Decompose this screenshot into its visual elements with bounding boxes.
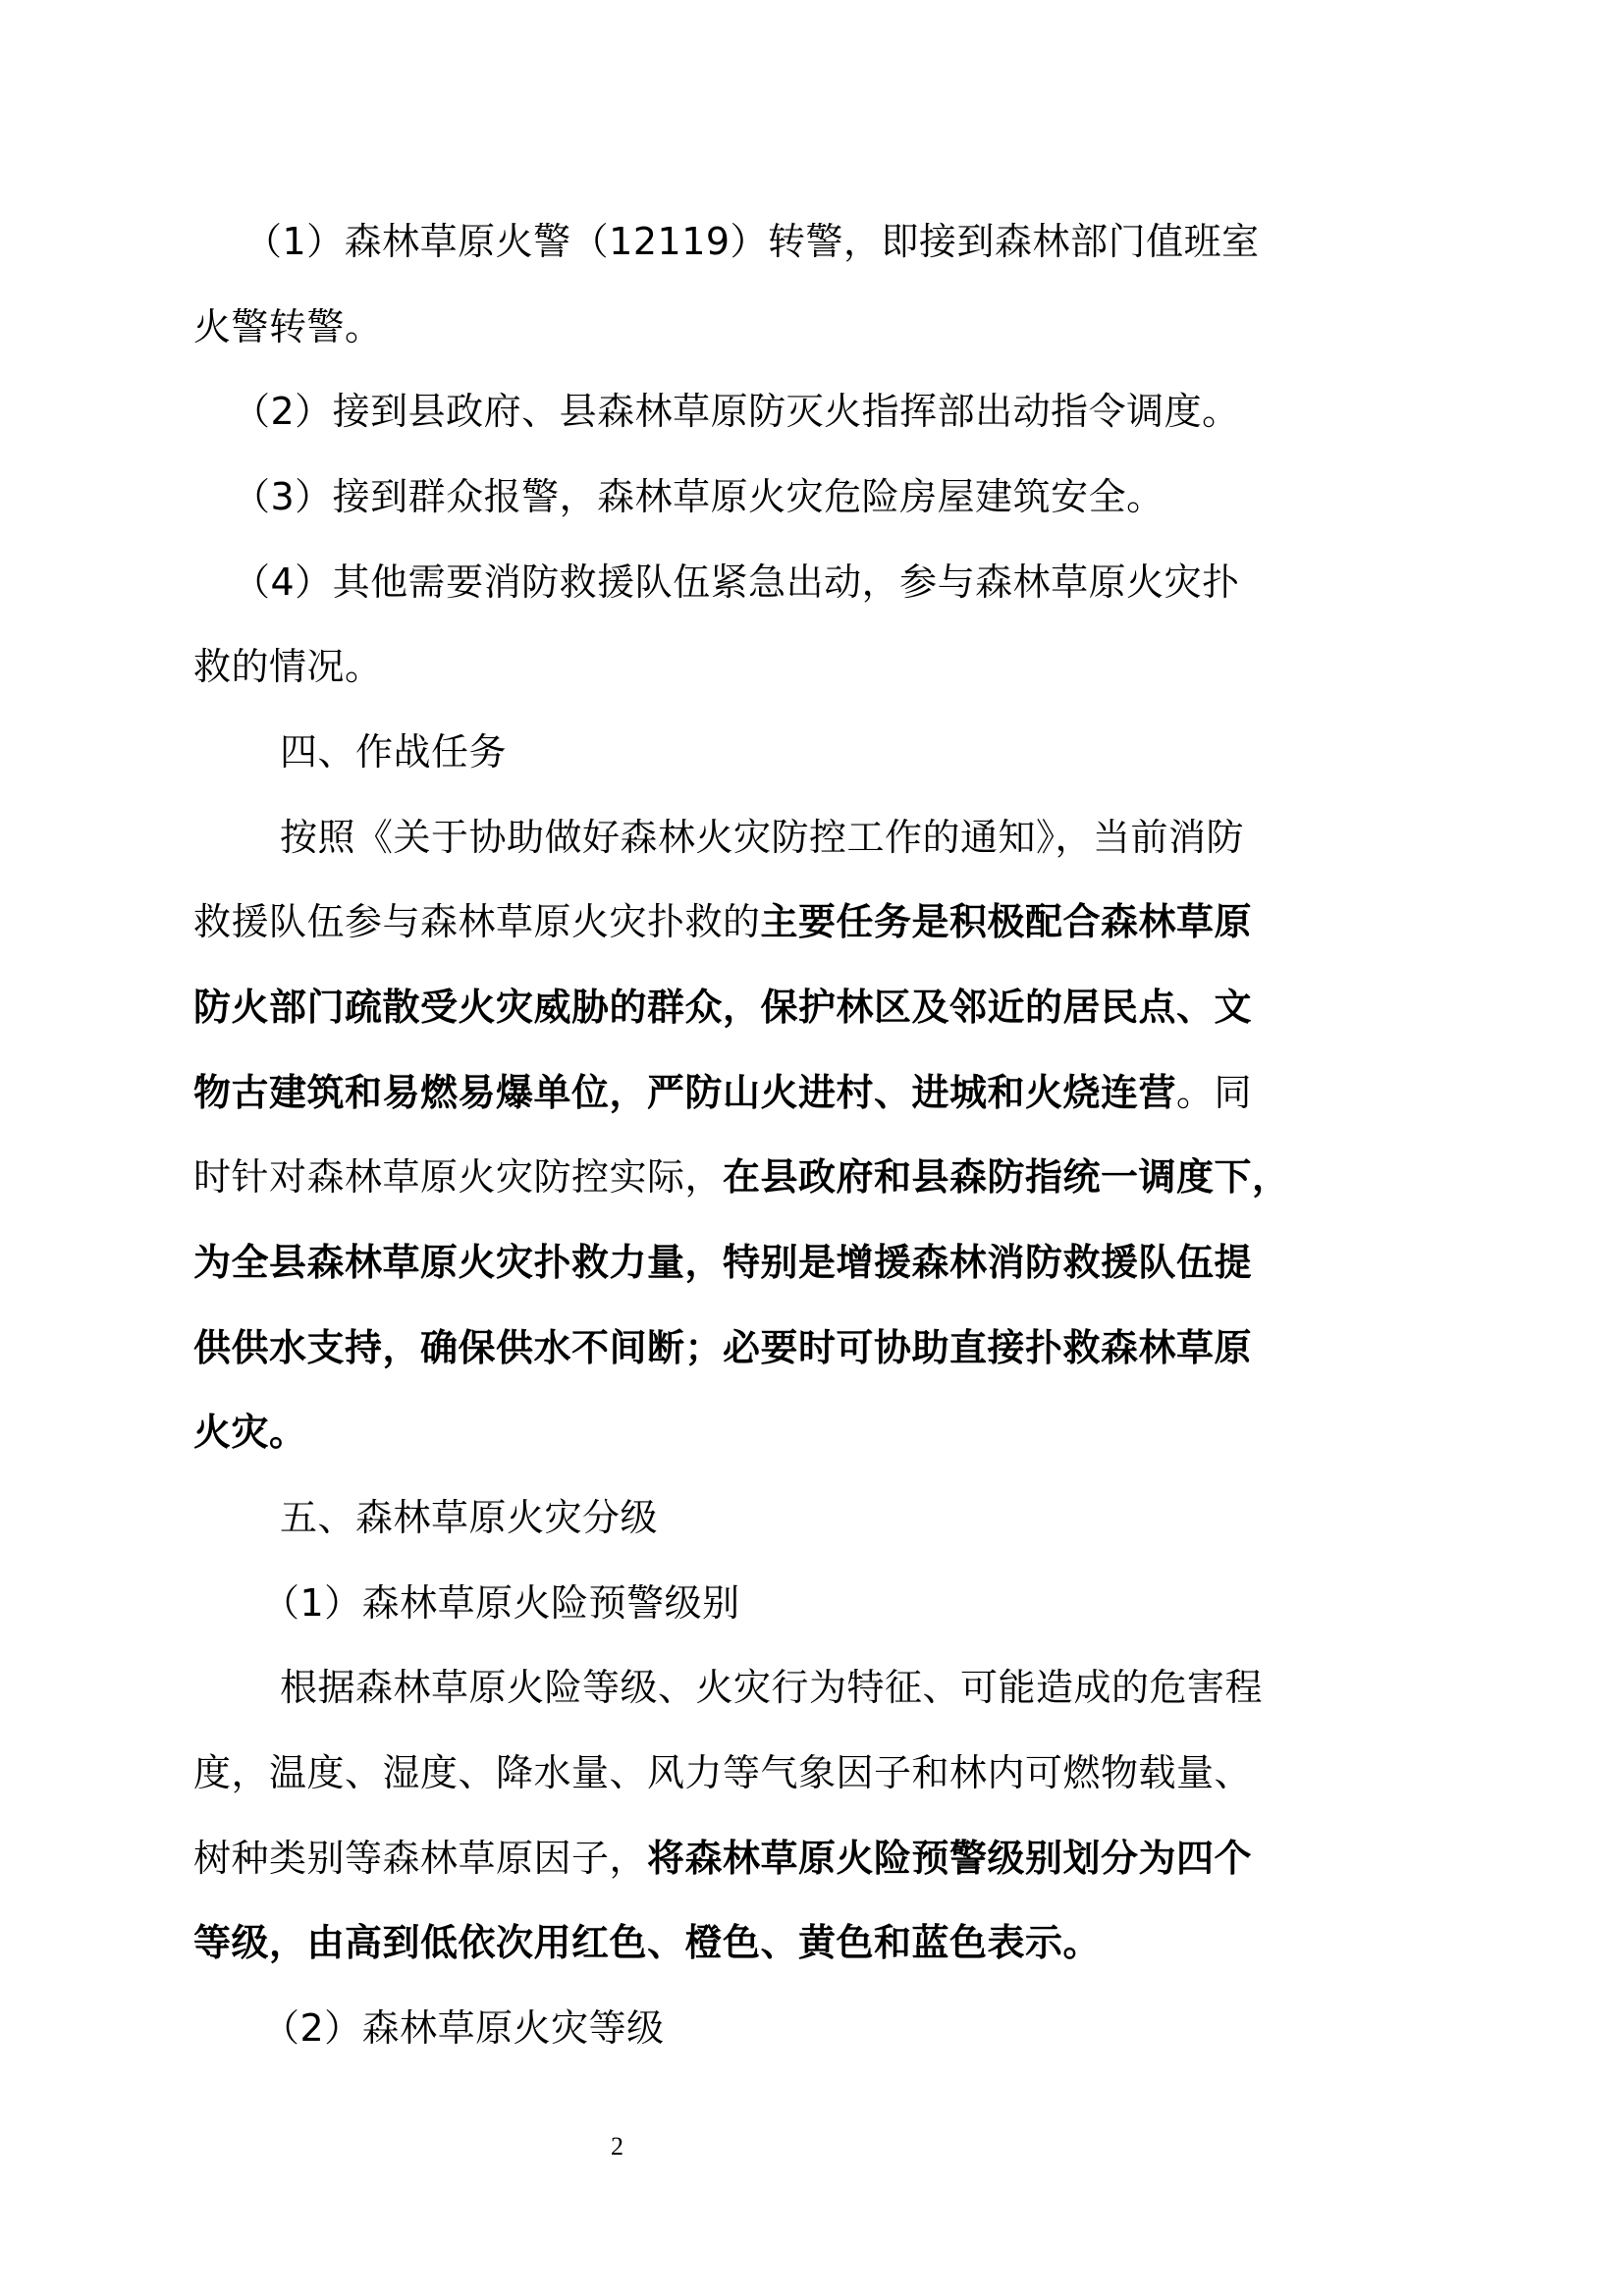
text-segment: 救援队伍参与森林草原火灾扑救的 [193, 900, 761, 943]
text-segment: （4）其他需要消防救援队伍紧急出动，参与森林草原火灾扑 [233, 561, 1240, 604]
document-line [193, 1919, 1101, 1966]
document-line [193, 1324, 1252, 1371]
bold-text-segment: 将森林草原火险预警级别划分为四个 [647, 1837, 1253, 1880]
text-segment: 。同 [1176, 1071, 1253, 1114]
text-segment: 根据森林草原火险等级、火灾行为特征、可能造成的危害程 [280, 1666, 1264, 1709]
document-line [262, 2004, 665, 2052]
document-line [193, 1835, 1252, 1882]
text-segment: 度，温度、湿度、降水量、风力等气象因子和林内可燃物载量、 [193, 1751, 1253, 1794]
bold-text-segment: 供供水支持，确保供水不间断；必要时可协助直接扑救森林草原 [193, 1326, 1253, 1369]
text-segment: （1）森林草原火警（12119）转警，即接到森林部门值班室 [244, 220, 1260, 263]
document-line [193, 303, 383, 350]
text-segment: （1）森林草原火险预警级别 [262, 1581, 740, 1625]
bold-text-segment: 防火部门疏散受火灾威胁的群众，保护林区及邻近的居民点、文 [193, 986, 1253, 1029]
document-line [193, 1153, 1290, 1201]
text-segment: 按照《关于协助做好森林火灾防控工作的通知》，当前消防 [280, 816, 1245, 859]
document-line [193, 643, 383, 690]
document-line [262, 1579, 740, 1627]
document-line [280, 1664, 1263, 1711]
bold-text-segment: 为全县森林草原火灾扑救力量，特别是增援森林消防救援队伍提 [193, 1241, 1253, 1284]
document-line [233, 559, 1240, 606]
bold-text-segment: 在县政府和县森防指统一调度下， [723, 1155, 1290, 1199]
text-segment: 救的情况。 [193, 645, 383, 688]
bold-text-segment: 等级，由高到低依次用红色、橙色、黄色和蓝色表示。 [193, 1921, 1102, 1964]
text-segment: 时针对森林草原火灾防控实际， [193, 1155, 724, 1199]
document-line [193, 898, 1252, 945]
text-segment: 树种类别等森林草原因子， [193, 1837, 648, 1880]
text-segment: 五、森林草原火灾分级 [280, 1496, 659, 1539]
document-line [193, 1749, 1252, 1796]
page-number: 2 [611, 2132, 623, 2161]
text-segment: （2）接到县政府、县森林草原防灭火指挥部出动指令调度。 [233, 390, 1240, 433]
document-line [280, 814, 1244, 861]
document-line [244, 218, 1260, 265]
bold-text-segment: 火灾。 [193, 1411, 307, 1454]
document-line [233, 388, 1240, 435]
document-line [193, 1069, 1252, 1116]
text-segment: （2）森林草原火灾等级 [262, 2006, 665, 2050]
document-line [193, 984, 1252, 1031]
document-line [233, 473, 1164, 520]
text-segment: 四、作战任务 [280, 730, 508, 774]
document-line [193, 1409, 307, 1456]
document-line [193, 1239, 1252, 1286]
text-segment: （3）接到群众报警，森林草原火灾危险房屋建筑安全。 [233, 475, 1164, 518]
bold-text-segment: 主要任务是积极配合森林草原 [760, 900, 1253, 943]
bold-text-segment: 物古建筑和易燃易爆单位，严防山火进村、进城和火烧连营 [193, 1071, 1177, 1114]
text-segment: 火警转警。 [193, 305, 383, 348]
document-line [280, 728, 507, 775]
document-line [280, 1494, 658, 1541]
